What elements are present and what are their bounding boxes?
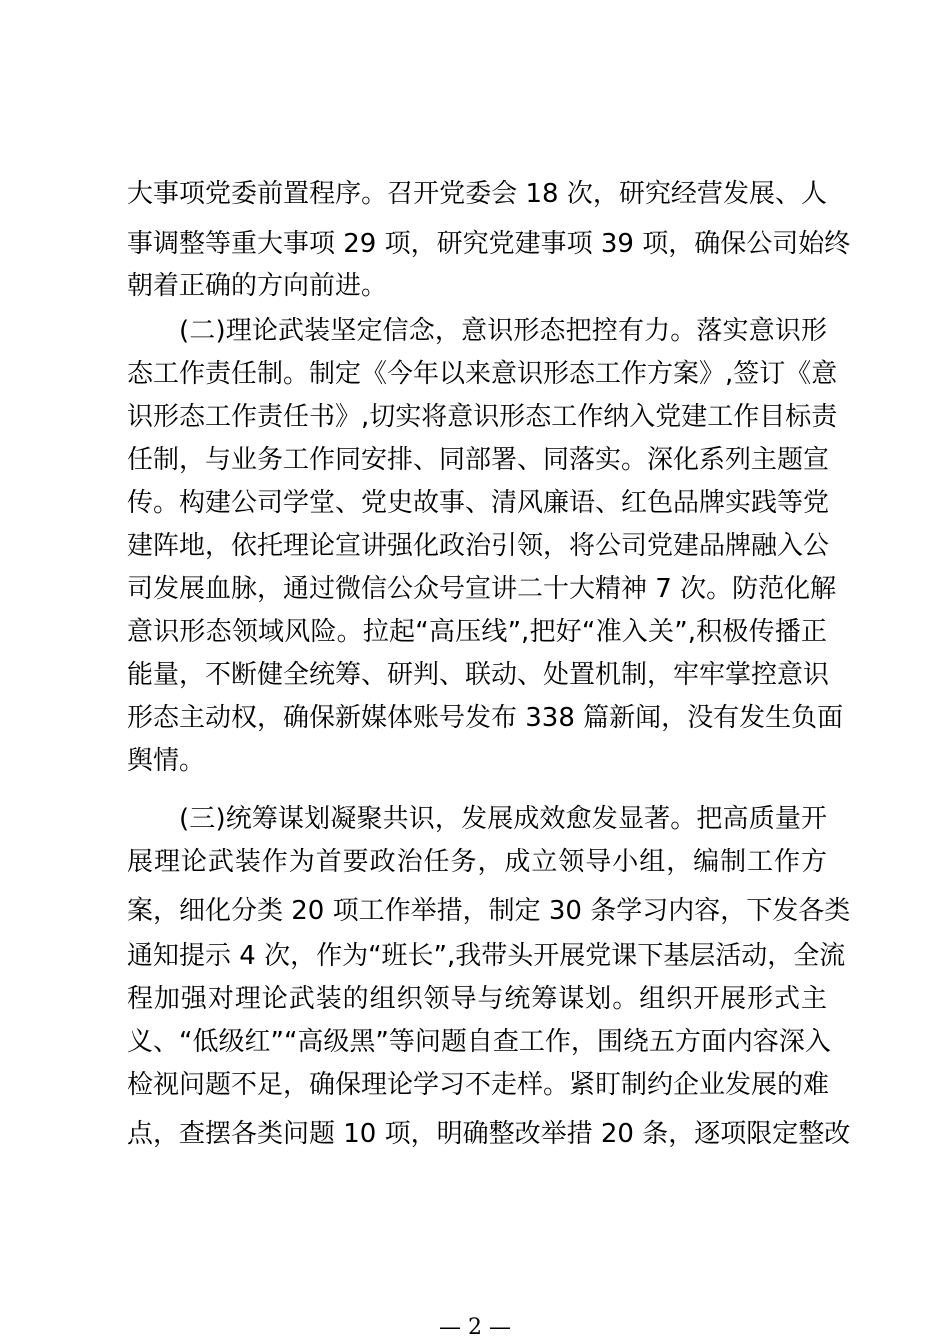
body-line-16: 展理论武装作为首要政治任务，成立领导小组，编制工作方 bbox=[127, 847, 827, 877]
body-line-19: 程加强对理论武装的组织领导与统筹谋划。组织开展形式主 bbox=[127, 984, 827, 1014]
body-line-5: 态工作责任制。制定《今年以来意识形态工作方案》,签订《意 bbox=[127, 359, 838, 389]
body-line-12: 能量，不断健全统筹、研判、联动、处置机制，牢牢掌控意识 bbox=[127, 660, 830, 690]
body-line-13: 形态主动权，确保新媒体账号发布 338 篇新闻，没有发生负面 bbox=[127, 703, 844, 733]
body-line-14: 舆情。 bbox=[127, 746, 206, 776]
page-number: — 2 — bbox=[439, 1315, 511, 1340]
body-line-20: 义、“低级红”“高级黑”等问题自查工作，围绕五方面内容深入 bbox=[127, 1027, 831, 1057]
body-line-2: 事调整等重大事项 29 项，研究党建事项 39 项，确保公司始终 bbox=[127, 229, 851, 259]
body-line-6: 识形态工作责任书》,切实将意识形态工作纳入党建工作目标责 bbox=[127, 402, 838, 432]
body-line-21: 检视问题不足，确保理论学习不走样。紧盯制约企业发展的难 bbox=[127, 1070, 830, 1100]
body-line-22: 点，查摆各类问题 10 项，明确整改举措 20 条，逐项限定整改 bbox=[127, 1119, 851, 1149]
body-line-3: 朝着正确的方向前进。 bbox=[127, 271, 388, 301]
body-line-10: 司发展血脉，通过微信公众号宣讲二十大精神 7 次。防范化解 bbox=[127, 574, 837, 604]
body-line-9: 建阵地，依托理论宣讲强化政治引领，将公司党建品牌融入公 bbox=[127, 531, 830, 561]
section-heading-3: (三)统筹谋划凝聚共识，发展成效愈发显著。把高质量开 bbox=[179, 804, 827, 834]
body-line-8: 传。构建公司学堂、党史故事、清风廉语、红色品牌实践等党 bbox=[127, 488, 830, 518]
body-line-17: 案，细化分类 20 项工作举措，制定 30 条学习内容，下发各类 bbox=[127, 896, 851, 926]
body-line-18: 通知提示 4 次，作为“班长”,我带头开展党课下基层活动，全流 bbox=[127, 941, 846, 971]
body-line-1: 大事项党委前置程序。召开党委会 18 次，研究经营发展、人 bbox=[127, 179, 827, 209]
body-line-11: 意识形态领域风险。拉起“高压线”,把好“准入关”,积极传播正 bbox=[127, 617, 827, 647]
body-line-7: 任制，与业务工作同安排、同部署、同落实。深化系列主题宣 bbox=[127, 445, 830, 475]
section-heading-2: (二)理论武装坚定信念，意识形态把控有力。落实意识形 bbox=[179, 316, 827, 346]
